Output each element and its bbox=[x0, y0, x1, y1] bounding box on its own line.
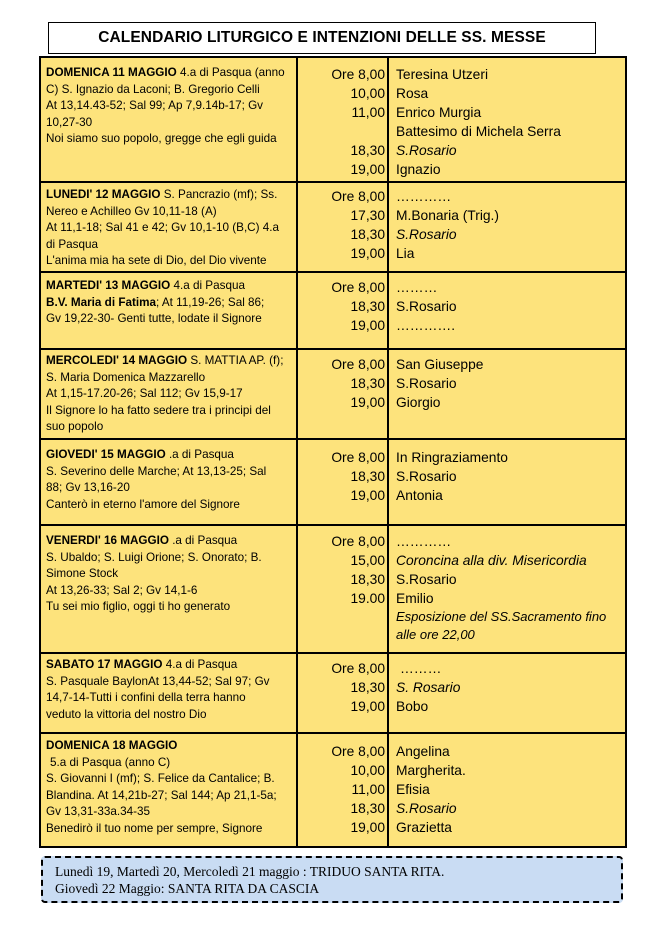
desc-line: At 13,26-33; Sal 2; Gv 14,1-6 bbox=[46, 583, 198, 597]
desc-line: S. Maria Domenica Mazzarello bbox=[46, 370, 206, 384]
desc-line: S. Pancrazio (mf); Ss. bbox=[163, 188, 278, 201]
desc-line: 10,27-30 bbox=[46, 115, 93, 129]
intention: Efisia bbox=[396, 782, 430, 797]
day-header: DOMENICA 11 MAGGIO bbox=[46, 66, 177, 79]
intention: Emilio bbox=[396, 591, 434, 606]
day-header: MARTEDI' 13 MAGGIO bbox=[46, 279, 171, 292]
intention: ……… bbox=[396, 280, 438, 295]
mass-time: Ore 8,00 bbox=[331, 357, 385, 372]
desc-line: S. Giovanni I (mf); S. Felice da Cantalice; B. bbox=[46, 772, 275, 785]
desc-line: C) S. Ignazio da Laconi; B. Gregorio Celli bbox=[46, 82, 260, 96]
mass-time: 15,00 bbox=[350, 553, 385, 568]
day-description bbox=[46, 353, 296, 436]
mass-time: 19,00 bbox=[350, 246, 385, 261]
mass-time bbox=[305, 122, 385, 141]
mass-time: Ore 8,00 bbox=[331, 744, 385, 759]
desc-line: 4.a di Pasqua bbox=[165, 658, 238, 671]
intention: Angelina bbox=[396, 744, 450, 759]
mass-time: 19,00 bbox=[350, 395, 385, 410]
desc-line: veduto la vittoria del nostro Dio bbox=[46, 707, 207, 721]
notice-line: Giovedì 22 Maggio: SANTA RITA DA CASCIA bbox=[55, 881, 320, 896]
desc-line: Noi siamo suo popolo, gregge che egli guida bbox=[46, 132, 277, 145]
intention: S.Rosario bbox=[396, 572, 457, 587]
mass-time: 18,30 bbox=[350, 143, 385, 158]
mass-intentions bbox=[396, 187, 624, 263]
day-row-wednesday-14 bbox=[41, 348, 625, 438]
desc-line: Nereo e Achilleo Gv 10,11-18 (A) bbox=[46, 204, 217, 218]
day-header: GIOVEDI' 15 MAGGIO bbox=[46, 448, 166, 461]
intention: Margherita. bbox=[396, 763, 466, 778]
day-description bbox=[46, 187, 296, 270]
desc-line: S. Severino delle Marche; At 13,13-25; Sal bbox=[46, 464, 267, 478]
mass-time: 18,30 bbox=[350, 680, 385, 695]
mass-time: 18,30 bbox=[350, 227, 385, 242]
desc-line: Blandina. At 14,21b-27; Sal 144; Ap 21,1-5a; bbox=[46, 788, 277, 802]
desc-line: Simone Stock bbox=[46, 567, 119, 580]
mass-time: Ore 8,00 bbox=[331, 661, 385, 676]
intention: Grazietta bbox=[396, 820, 452, 835]
desc-line: S. MATTIA AP. (f); bbox=[190, 354, 284, 367]
intention: Teresina Utzeri bbox=[396, 67, 489, 82]
intention: Esposizione del SS.Sacramento fino alle ore 22,00 bbox=[396, 609, 607, 642]
desc-line: At 13,14.43-52; Sal 99; Ap 7,9.14b-17; Gv bbox=[46, 99, 264, 112]
notice-line: Lunedì 19, Martedì 20, Mercoledì 21 maggio : TRIDUO SANTA RITA. bbox=[55, 864, 445, 879]
mass-time: 17,30 bbox=[350, 208, 385, 223]
desc-line: Il Signore lo ha fatto sedere tra i principi del bbox=[46, 403, 271, 417]
desc-line: suo popolo bbox=[46, 420, 104, 433]
notice-box bbox=[41, 856, 623, 903]
mass-times bbox=[305, 278, 385, 335]
day-row-sunday-11 bbox=[41, 58, 625, 181]
day-row-friday-16 bbox=[41, 524, 625, 652]
page-title: CALENDARIO LITURGICO E INTENZIONI DELLE SS. MESSE bbox=[48, 22, 596, 54]
intention: Enrico Murgia bbox=[396, 105, 482, 120]
day-row-tuesday-13 bbox=[41, 271, 625, 348]
day-header: MERCOLEDI' 14 MAGGIO bbox=[46, 354, 188, 367]
day-description bbox=[46, 533, 296, 616]
mass-intentions bbox=[396, 278, 624, 335]
mass-intentions bbox=[396, 355, 624, 412]
mass-intentions bbox=[396, 448, 624, 505]
day-row-thursday-15 bbox=[41, 438, 625, 524]
mass-time: 19,00 bbox=[350, 699, 385, 714]
mass-time: Ore 8,00 bbox=[331, 280, 385, 295]
mass-times bbox=[305, 448, 385, 505]
intention: S.Rosario bbox=[396, 469, 457, 484]
intention: Rosa bbox=[396, 86, 429, 101]
intention: S. Rosario bbox=[396, 680, 461, 695]
mass-intentions bbox=[396, 65, 624, 179]
desc-line: .a di Pasqua bbox=[172, 534, 238, 547]
intention: …………. bbox=[396, 318, 456, 333]
desc-line: Benedirò il tuo nome per sempre, Signore bbox=[46, 821, 263, 835]
desc-line: S. Ubaldo; S. Luigi Orione; S. Onorato; B. bbox=[46, 550, 262, 564]
mass-intentions bbox=[396, 742, 624, 837]
mass-time: 11,00 bbox=[351, 782, 385, 797]
intention: S.Rosario bbox=[396, 227, 457, 242]
day-row-saturday-17 bbox=[41, 652, 625, 732]
mass-time: 19,00 bbox=[350, 318, 385, 333]
intention: Ignazio bbox=[396, 162, 441, 177]
desc-line: At 1,15-17.20-26; Sal 112; Gv 15,9-17 bbox=[46, 387, 243, 400]
intention: S.Rosario bbox=[396, 143, 457, 158]
mass-times bbox=[305, 355, 385, 412]
mass-times bbox=[305, 742, 385, 837]
intention: Battesimo di Michela Serra bbox=[396, 124, 561, 139]
mass-time: 10,00 bbox=[350, 86, 385, 101]
day-row-sunday-18 bbox=[41, 732, 625, 846]
desc-line: At 11,1-18; Sal 41 e 42; Gv 10,1-10 (B,C) 4.a bbox=[46, 221, 280, 234]
desc-line: S. Pasquale BaylonAt 13,44-52; Sal 97; Gv bbox=[46, 674, 270, 688]
mass-time: 18,30 bbox=[350, 376, 385, 391]
desc-line: 14,7-14-Tutti i confini della terra hanno bbox=[46, 691, 246, 704]
desc-line: ; At 11,19-26; Sal 86; bbox=[156, 295, 265, 309]
day-description bbox=[46, 657, 296, 723]
mass-times bbox=[305, 659, 385, 716]
day-header: DOMENICA 18 MAGGIO bbox=[46, 739, 178, 752]
mass-time: 19,00 bbox=[350, 162, 385, 177]
mass-times bbox=[305, 187, 385, 263]
mass-intentions bbox=[396, 659, 624, 716]
intention: In Ringraziamento bbox=[396, 450, 508, 465]
desc-line: Gv 13,31-33a.34-35 bbox=[46, 805, 150, 818]
day-description bbox=[46, 738, 296, 837]
mass-time: Ore 8,00 bbox=[331, 534, 385, 549]
intention: M.Bonaria (Trig.) bbox=[396, 208, 499, 223]
day-description bbox=[46, 447, 296, 513]
mass-time: 18,30 bbox=[350, 801, 385, 816]
mass-time: 11,00 bbox=[351, 105, 385, 120]
intention: Lia bbox=[396, 246, 415, 261]
desc-line: Tu sei mio figlio, oggi ti ho generato bbox=[46, 600, 231, 613]
mass-time: 19.00 bbox=[350, 591, 385, 606]
intention: ………… bbox=[396, 534, 452, 549]
intention: S.Rosario bbox=[396, 299, 457, 314]
mass-time: 19,00 bbox=[350, 488, 385, 503]
day-description bbox=[46, 65, 296, 148]
mass-times bbox=[305, 65, 385, 179]
desc-line: 88; Gv 13,16-20 bbox=[46, 481, 130, 494]
desc-line: Canterò in eterno l'amore del Signore bbox=[46, 497, 240, 511]
desc-line: 4.a di Pasqua bbox=[173, 279, 245, 292]
intention: Giorgio bbox=[396, 395, 441, 410]
intention: ……… bbox=[400, 661, 442, 676]
desc-line: di Pasqua bbox=[46, 237, 98, 251]
intention: Antonia bbox=[396, 488, 443, 503]
intention: Bobo bbox=[396, 699, 429, 714]
day-header: VENERDI' 16 MAGGIO bbox=[46, 534, 169, 547]
intention: ………… bbox=[396, 189, 452, 204]
mass-intentions bbox=[396, 532, 624, 644]
intention: Coroncina alla div. Misericordia bbox=[396, 553, 587, 568]
intention: S.Rosario bbox=[396, 376, 457, 391]
day-row-monday-12 bbox=[41, 181, 625, 271]
mass-time: 18,30 bbox=[350, 469, 385, 484]
feast-name: B.V. Maria di Fatima bbox=[46, 295, 156, 309]
day-header: SABATO 17 MAGGIO bbox=[46, 658, 163, 671]
calendar-table bbox=[39, 56, 627, 848]
mass-times bbox=[305, 532, 385, 608]
intention: S.Rosario bbox=[396, 801, 457, 816]
desc-line: .a di Pasqua bbox=[168, 448, 234, 461]
intention: San Giuseppe bbox=[396, 357, 484, 372]
mass-time: Ore 8,00 bbox=[331, 450, 385, 465]
desc-line: 5.a di Pasqua (anno C) bbox=[50, 755, 171, 769]
day-description bbox=[46, 278, 296, 328]
mass-time: 18,30 bbox=[350, 572, 385, 587]
mass-time: Ore 8,00 bbox=[331, 67, 385, 82]
mass-time: 19,00 bbox=[350, 820, 385, 835]
mass-time: 10,00 bbox=[350, 763, 385, 778]
desc-line: 4.a di Pasqua (anno bbox=[180, 66, 285, 79]
mass-time: 18,30 bbox=[350, 299, 385, 314]
desc-line: Gv 19,22-30- Genti tutte, lodate il Signore bbox=[46, 312, 262, 325]
day-header: LUNEDI' 12 MAGGIO bbox=[46, 188, 161, 201]
desc-line: L'anima mia ha sete di Dio, del Dio vivente bbox=[46, 254, 267, 267]
mass-time: Ore 8,00 bbox=[331, 189, 385, 204]
